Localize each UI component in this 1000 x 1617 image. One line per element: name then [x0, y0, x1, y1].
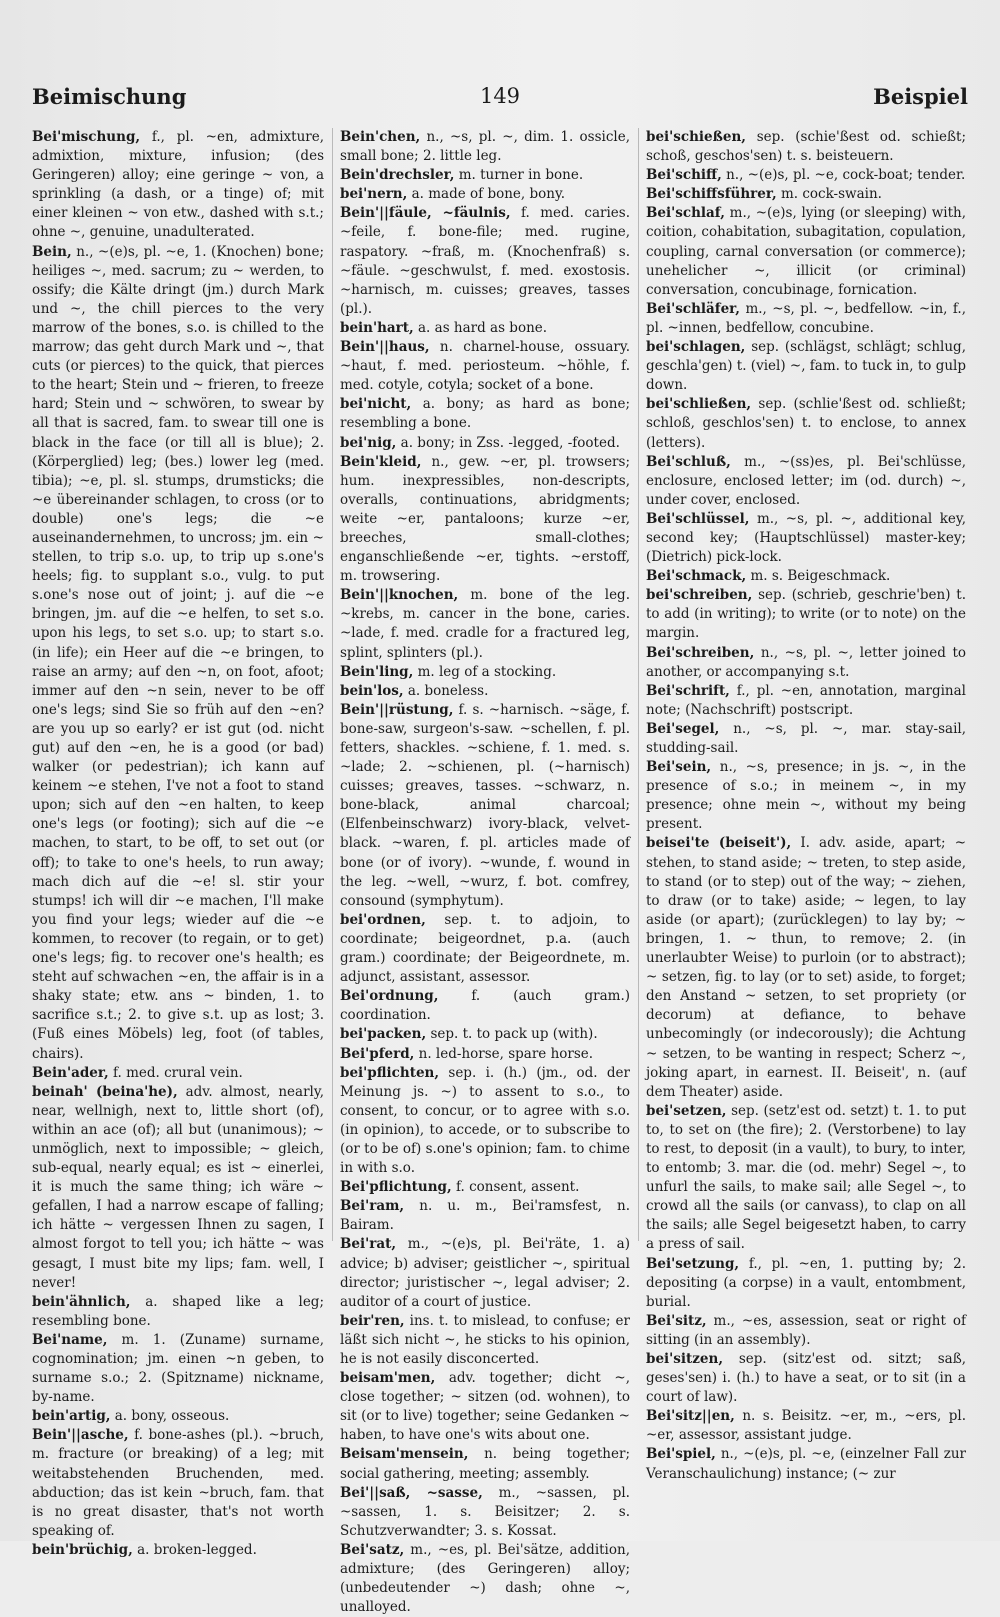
- column-divider: [638, 128, 639, 1241]
- entry-headword: Bei'schiffsführer,: [646, 186, 777, 203]
- entry-headword: bein'artig,: [32, 1408, 111, 1425]
- entry-headword: bei'schreiben,: [646, 587, 753, 604]
- dictionary-entry: [340, 1025, 630, 1044]
- dictionary-entry: [646, 166, 966, 185]
- entry-headword: bein'ähnlich,: [32, 1293, 131, 1310]
- dictionary-entry: [32, 1083, 324, 1293]
- dictionary-entry: [340, 987, 630, 1025]
- entry-definition: sep. t. to adjoin, to coordinate; beigeordnet, p.a. (auch gram.) coordinate; der Beigeordnete, m. adjunct, assistant, assessor.: [340, 911, 630, 986]
- dictionary-entry: [646, 567, 966, 586]
- entry-headword: Bein'||haus,: [340, 339, 430, 356]
- entry-headword: beir'ren,: [340, 1312, 405, 1329]
- dictionary-entry: [32, 1331, 324, 1407]
- entry-definition: sep. (setz'est od. setzt) t. 1. to put to, to set on (the fire); 2. (Verstorbene) to lay to rest, to deposit (in a vault), to bury, to inter, to entomb; 3. mar. die (od. mehr) Segel ~, to unfurl the sails, to make sail; alle Segel ~, to crowd all the sails (or canvass), to clap on all the sails; alle Segel beigesetzt haben, to carry a press of sail.: [646, 1102, 966, 1253]
- dictionary-entry: [340, 338, 630, 395]
- entry-headword: beinah' (beina'he),: [32, 1083, 178, 1100]
- entry-headword: Bei'schluß,: [646, 453, 731, 470]
- entry-headword: bei'nern,: [340, 186, 408, 203]
- entry-definition: f. bone-ashes (pl.). ~bruch, m. fracture (or breaking) of a leg; mit weitabstehenden Bruchenden, med. abduction; das ist kein ~bruch, fam. that is no great disaster, that's not worth speaking of.: [32, 1427, 324, 1539]
- dictionary-entry: [646, 1312, 966, 1350]
- column-left: [32, 128, 324, 1558]
- dictionary-entry: [340, 434, 630, 453]
- entry-definition: n. s. Beisitz. ~er, m., ~ers, pl. ~er, assessor, assistant judge.: [646, 1408, 966, 1444]
- entry-definition: adv. almost, nearly, near, wellnigh, next to, little short (of), within an ace (of); all but (unanimous); ~ unmöglich, next to impossible; ~ gleich, sub-equal, nearly equal; es ist ~ einerlei, it is much the same thing; ich wäre ~ gefallen, I had a narrow escape of falling; ich hätte ~ vergessen Ihnen zu sagen, I almost forgot to tell you; ich hätte ~ was gesagt, I must bite my lips; fam. well, I never!: [32, 1083, 324, 1291]
- dictionary-entry: [340, 682, 630, 701]
- entry-definition: sep. (schlägst, schlägt; schlug, geschla'gen) t. (viel) ~, fam. to tuck in, to gulp down.: [646, 339, 966, 394]
- entry-headword: Bein'||knochen,: [340, 587, 459, 604]
- dictionary-entry: [340, 1369, 630, 1445]
- entry-definition: m. bone of the leg. ~krebs, m. cancer in the bone, caries. ~lade, f. med. cradle for a fractured leg, splint, splinters (pl.).: [340, 587, 630, 661]
- entry-definition: m. s. Beigeschmack.: [746, 568, 891, 585]
- entry-definition: n., ~s, pl. ~, mar. stay-sail, studding-sail.: [646, 720, 966, 756]
- dictionary-entry: [646, 682, 966, 720]
- dictionary-entry: [646, 185, 966, 204]
- entry-definition: ins. t. to mislead, to confuse; er läßt sich nicht ~, he sticks to his opinion, he is not easily disconcerted.: [340, 1312, 630, 1367]
- entry-definition: n., ~s, pl. ~, letter joined to another, or accompanying s.t.: [646, 644, 966, 680]
- dictionary-entry: [340, 586, 630, 662]
- dictionary-entry: [646, 758, 966, 834]
- page-number: 149: [479, 84, 521, 108]
- entry-headword: Bein'drechsler,: [340, 167, 455, 184]
- dictionary-entry: [340, 1045, 630, 1064]
- dictionary-entry: [646, 644, 966, 682]
- entry-headword: Bei'schmack,: [646, 568, 747, 585]
- entry-definition: f. med. caries. ~feile, f. bone-file; med. rugine, raspatory. ~fraß, m. (Knochenfraß) s. ~fäule. ~geschwulst, f. med. exostosis. ~harnisch, m. cuisses; greaves, tasses (pl.).: [340, 205, 630, 317]
- entry-headword: Bei'sein,: [646, 759, 712, 776]
- entry-definition: sep. (schie'ßest od. schießt; schoß, geschos'sen) t. s. beisteuern.: [646, 129, 966, 165]
- entry-definition: f. consent, assent.: [451, 1179, 580, 1196]
- entry-headword: bein'brüchig,: [32, 1541, 133, 1558]
- running-head-right: Beispiel: [873, 84, 968, 109]
- entry-definition: f. s. ~harnisch. ~säge, f. bone-saw, surgeon's-saw. ~schellen, f. pl. fetters, shackles. ~schiene, f. 1. med. s. ~lade; 2. ~schienen, pl. (~harnisch) cuisses; greaves, tasses. ~schwarz, n. bone-black, animal charcoal; (Elfenbeinschwarz) ivory-black, velvet-black. ~waren, f. pl. articles made of bone (or of ivory). ~wunde, f. wound in the leg. ~well, ~wurz, f. bot. comfrey, consound (symphytum).: [340, 701, 630, 909]
- dictionary-entry: [32, 1407, 324, 1426]
- entry-definition: a. broken-legged.: [132, 1541, 257, 1558]
- entry-headword: bei'schließen,: [646, 396, 752, 413]
- entry-definition: n., ~(e)s, pl. ~e, (einzelner Fall zur Veranschaulichung) instance; (~ zur: [646, 1446, 966, 1482]
- entry-definition: a. bony; in Zss. -legged, -footed.: [396, 434, 620, 451]
- entry-headword: Bei'ram,: [340, 1198, 405, 1215]
- entry-headword: Bei'satz,: [340, 1541, 405, 1558]
- dictionary-entry: [32, 128, 324, 243]
- dictionary-entry: [32, 1293, 324, 1331]
- entry-definition: n., ~s, pl. ~, dim. 1. ossicle, small bone; 2. little leg.: [340, 129, 630, 165]
- entry-definition: a. as hard as bone.: [413, 319, 548, 336]
- entry-headword: bei'pflichten,: [340, 1064, 440, 1081]
- entry-definition: n. led-horse, spare horse.: [414, 1045, 594, 1062]
- dictionary-entry: [646, 834, 966, 1101]
- entry-headword: Beisam'mensein,: [340, 1446, 469, 1463]
- entry-definition: m., ~(ss)es, pl. Bei'schlüsse, enclosure, enclosed letter; im (od. durch) ~, under cover, enclosed.: [646, 453, 966, 508]
- entry-headword: Bei'schläfer,: [646, 300, 740, 317]
- entry-definition: n. charnel-house, ossuary. ~haut, f. med. periosteum. ~höhle, f. med. cotyle, cotyla; socket of a bone.: [340, 339, 630, 394]
- entry-headword: Bei'sitz,: [646, 1312, 707, 1329]
- entry-headword: bei'setzen,: [646, 1102, 727, 1119]
- dictionary-entry: [32, 1426, 324, 1541]
- entry-definition: m., ~s, pl. ~, additional key, second key; (Hauptschlüssel) master-key; (Dietrich) pick-lock.: [646, 510, 966, 566]
- entry-headword: Bein'||asche,: [32, 1427, 129, 1444]
- entry-definition: n. being together; social gathering, meeting; assembly.: [340, 1446, 630, 1482]
- entry-definition: sep. i. (h.) (jm., od. der Meinung js. ~) to assent to s.o., to consent, to concur, or to agree with s.o. (in opinion), to accede, or to subscribe to (or to be of) s.one's opinion; fam. to chime in with s.o.: [340, 1064, 630, 1177]
- dictionary-entry: [340, 1178, 630, 1197]
- dictionary-entry: [646, 338, 966, 395]
- entry-headword: Bei'pferd,: [340, 1045, 415, 1062]
- entry-definition: n., ~s, presence; in js. ~, in the presence of s.o.; in meinem ~, in my presence; ohne mein ~, without my being present.: [646, 759, 966, 833]
- entry-definition: f. med. crural vein.: [108, 1064, 243, 1081]
- dictionary-entry: [340, 1541, 630, 1617]
- entry-definition: m. turner in bone.: [454, 167, 584, 184]
- entry-definition: n., ~(e)s, pl. ~e, 1. (Knochen) bone; heiliges ~, med. sacrum; zu ~ werden, to ossify; die Kälte dringt (jm.) durch Mark und ~, the chill pierces to the very marrow of the bones, s.o. is chilled to the marrow; das geht durch Mark und ~, that cuts (or pierces) to the quick, that pierces to the heart; Stein und ~ frieren, to freeze hard; Stein und ~ schwören, to swear by all that is sacred, fam. to swear till one is black in the face (or till all is blue); 2. (Körperglied) leg; (bes.) lower leg (med. tibia); ~e, pl. sl. stumps, drumsticks; die ~e übereinander schlagen, to cross (or to double) one's legs; die ~e auseinandernehmen, to uncross; jm. ein ~ stellen, to trip s.o. up, to trip up s.one's heels; fig. to supplant s.o., vulg. to put s.one's nose out of joint; j. auf die ~e bringen, jm. auf die ~e helfen, to set s.o. upon his legs, to set s.o. up; to start s.o. (in life); ein Heer auf die ~e bringen, to raise an army; auf den ~n, on foot, afoot; immer auf den ~n sein, never to be off one's legs; sind Sie so früh auf den ~en? are you up so early? er ist gut (od. nicht gut) auf den ~en, he is a good (or bad) walker (or pedestrian); ich kann auf keinem ~e stehen, I've not a foot to stand upon; sich auf den ~en halten, to keep one's legs (or footing); sich auf die ~e machen, to start, to be off, to set out (or off); to take to one's heels, to run away; mach dich auf die ~e! sl. stir your stumps! ich will dir ~e machen, I'll make you find your legs; wieder auf die ~e kommen, to recover (to regain, or to get) one's legs; fig. to recover one's health; es steht auf schwachen ~en, the affair is in a shaky state; etw. ans ~ binden, 1. to sacrifice s.t.; 2. to give s.t. up as lost; 3. (Fuß eines Möbels) leg, foot (of tables, chairs).: [32, 243, 324, 1062]
- dictionary-entry: [340, 185, 630, 204]
- dictionary-entry: [340, 1484, 630, 1541]
- dictionary-entry: [646, 395, 966, 452]
- dictionary-entry: [646, 128, 966, 166]
- dictionary-entry: [340, 128, 630, 166]
- dictionary-entry: [340, 1312, 630, 1369]
- dictionary-entry: [340, 701, 630, 911]
- entry-headword: Bein'||rüstung,: [340, 701, 454, 718]
- dictionary-entry: [340, 319, 630, 338]
- entry-definition: a. bony; as hard as bone; resembling a bone.: [340, 396, 630, 432]
- dictionary-entry: [646, 1350, 966, 1407]
- column-middle: [340, 128, 630, 1616]
- entry-definition: sep. (schlie'ßest od. schließt; schloß, geschlos'sen) t. to enclose, to annex (letters).: [646, 396, 966, 451]
- entry-definition: adv. together; dicht ~, close together; ~ sitzen (od. wohnen), to sit (or to live) together; seine Gedanken ~ haben, to have one's wits about one.: [340, 1370, 630, 1444]
- entry-definition: I. adv. aside, apart; ~ stehen, to stand aside; ~ treten, to step aside, to stand (or to step) out of the way; ~ ziehen, to draw (or to take) aside; ~ legen, to lay aside (or apart); (zurücklegen) to lay by; ~ bringen, 1. ~ thun, to remove; 2. (in unerlaubter Weise) to purloin (or to abstract); ~ setzen, fig. to lay (or to set) aside, to forget; den Anstand ~ setzen, to set propriety (or decorum) at defiance, to behave unbecomingly (or indecorously); die Achtung ~ setzen, to be wanting in respect; Scherz ~, joking apart, in earnest. II. Beiseit', n. (auf dem Theater) aside.: [646, 835, 967, 1100]
- entry-headword: bei'schießen,: [646, 129, 747, 145]
- entry-definition: sep. (schrieb, geschrie'ben) t. to add (in writing); to write (or to note) on the margin.: [646, 587, 966, 642]
- entry-definition: sep. (sitz'est od. sitzt; saß, geses'sen) i. (h.) to have a seat, or to sit (in a court of law).: [646, 1351, 966, 1406]
- entry-headword: bei'nig,: [340, 434, 397, 451]
- entry-headword: Bei'spiel,: [646, 1446, 716, 1463]
- entry-headword: bei'schlagen,: [646, 339, 746, 356]
- entry-headword: Bei'||saß, ~sasse,: [340, 1484, 483, 1501]
- entry-headword: Bein'chen,: [340, 129, 421, 145]
- entry-definition: m., ~sassen, pl. ~sassen, 1. s. Beisitzer; 2. s. Schutzverwandter; 3. s. Kossat.: [340, 1484, 630, 1539]
- dictionary-entry: [340, 395, 630, 433]
- entry-definition: a. made of bone, bony.: [407, 186, 566, 203]
- entry-headword: Bei'schrift,: [646, 682, 730, 699]
- dictionary-entry: [32, 1064, 324, 1083]
- entry-headword: bein'hart,: [340, 319, 414, 336]
- entry-headword: bei'ordnen,: [340, 911, 426, 928]
- dictionary-entry: [340, 204, 630, 319]
- dictionary-entry: [646, 300, 966, 338]
- entry-definition: n., gew. ~er, pl. trowsers; hum. inexpressibles, non-descripts, overalls, continuations, abridgments; weite ~er, pantaloons; kurze ~er, breeches, small-clothes; enganschließende ~er, tights. ~erstoff, m. trowsering.: [340, 453, 630, 585]
- column-right: [646, 128, 966, 1481]
- dictionary-entry: [646, 720, 966, 758]
- dictionary-entry: [340, 1064, 630, 1179]
- entry-headword: Bei'ordnung,: [340, 988, 439, 1005]
- entry-headword: bei'packen,: [340, 1026, 427, 1043]
- dictionary-entry: [340, 453, 630, 587]
- entry-headword: Bei'schreiben,: [646, 644, 755, 661]
- entry-headword: bein'los,: [340, 682, 404, 699]
- dictionary-entry: [340, 1235, 630, 1311]
- dictionary-entry: [646, 1255, 966, 1312]
- entry-definition: n. u. m., Bei'ramsfest, n. Bairam.: [340, 1198, 630, 1234]
- dictionary-entry: [646, 1102, 966, 1255]
- dictionary-entry: [646, 204, 966, 299]
- dictionary-entry: [340, 663, 630, 682]
- column-divider: [332, 128, 333, 1241]
- entry-headword: beisei'te (beiseit'),: [646, 835, 792, 852]
- entry-headword: Bei'setzung,: [646, 1255, 740, 1272]
- entry-definition: a. bony, osseous.: [110, 1408, 230, 1425]
- entry-headword: bei'sitzen,: [646, 1351, 724, 1367]
- entry-definition: m., ~es, pl. Bei'sätze, addition, admixture; (des Geringeren) alloy; (unbedeutender ~) dash; ohne ~, unalloyed.: [340, 1541, 630, 1616]
- entry-definition: f., pl. ~en, 1. putting by; 2. depositing (a corpse) in a vault, entombment, burial.: [646, 1255, 966, 1310]
- entry-definition: m. leg of a stocking.: [413, 663, 557, 680]
- entry-definition: n., ~(e)s, pl. ~e, cock-boat; tender.: [721, 167, 966, 184]
- dictionary-entry: [646, 1445, 966, 1483]
- entry-definition: f., pl. ~en, annotation, marginal note; (Nachschrift) postscript.: [646, 682, 966, 718]
- entry-headword: Bei'segel,: [646, 720, 720, 737]
- entry-headword: Bein'kleid,: [340, 453, 422, 470]
- entry-definition: m., ~es, assession, seat or right of sitting (in an assembly).: [646, 1312, 966, 1348]
- entry-definition: m. 1. (Zuname) surname, cognomination; jm. einen ~n geben, to surname s.o.; 2. (Spitzname) nickname, by-name.: [32, 1331, 324, 1406]
- entry-definition: f. (auch gram.) coordination.: [340, 988, 630, 1024]
- entry-definition: f., pl. ~en, admixture, admixtion, mixture, infusion; (des Geringeren) alloy; eine geringe ~ von, a sprinkling (a dash, or a tinge) of; mit einer kleinen ~ von etw., dashed with s.t.; ohne ~, genuine, unadulterated.: [32, 129, 324, 241]
- entry-headword: Bein'ader,: [32, 1064, 109, 1081]
- dictionary-entry: [646, 1407, 966, 1445]
- dictionary-entry: [646, 586, 966, 643]
- entry-definition: m., ~(e)s, lying (or sleeping) with, coition, cohabitation, subagitation, copulation, coupling, carnal conversation (or commerce); unehelicher ~, illicit (or criminal) conversation, concubinage, fornication.: [646, 205, 966, 298]
- entry-definition: sep. t. to pack up (with).: [426, 1026, 598, 1043]
- dictionary-entry: [340, 1197, 630, 1235]
- entry-definition: m. cock-swain.: [776, 186, 882, 203]
- dictionary-entry: [340, 911, 630, 987]
- dictionary-entry: [32, 1541, 324, 1560]
- entry-definition: a. boneless.: [403, 682, 489, 699]
- entry-definition: m., ~s, pl. ~, bedfellow. ~in, f., pl. ~innen, bedfellow, concubine.: [646, 300, 966, 336]
- entry-headword: Bei'name,: [32, 1331, 108, 1348]
- dictionary-entry: [340, 166, 630, 185]
- entry-headword: Bei'sitz||en,: [646, 1408, 735, 1425]
- dictionary-entry: [32, 243, 324, 1064]
- dictionary-entry: [340, 1445, 630, 1483]
- entry-headword: Bei'schlüssel,: [646, 510, 750, 527]
- entry-headword: Bei'rat,: [340, 1236, 397, 1253]
- entry-headword: Bein'||fäule, ~fäulnis,: [340, 205, 511, 222]
- entry-headword: beisam'men,: [340, 1370, 436, 1387]
- page-header: [32, 84, 968, 114]
- running-head-left: Beimischung: [32, 84, 187, 109]
- entry-definition: a. shaped like a leg; resembling bone.: [32, 1293, 324, 1329]
- entry-headword: bei'nicht,: [340, 396, 412, 413]
- entry-definition: m., ~(e)s, pl. Bei'räte, 1. a) advice; b) adviser; geistlicher ~, spiritual director; juristischer ~, legal adviser; 2. auditor of a court of justice.: [340, 1236, 630, 1310]
- entry-headword: Bei'pflichtung,: [340, 1179, 452, 1196]
- entry-headword: Bei'schiff,: [646, 167, 722, 184]
- entry-headword: Bei'schlaf,: [646, 205, 725, 222]
- dictionary-entry: [646, 510, 966, 567]
- entry-headword: Bein'ling,: [340, 663, 414, 680]
- dictionary-entry: [646, 453, 966, 510]
- entry-headword: Bei'mischung,: [32, 129, 141, 145]
- entry-headword: Bein,: [32, 243, 72, 260]
